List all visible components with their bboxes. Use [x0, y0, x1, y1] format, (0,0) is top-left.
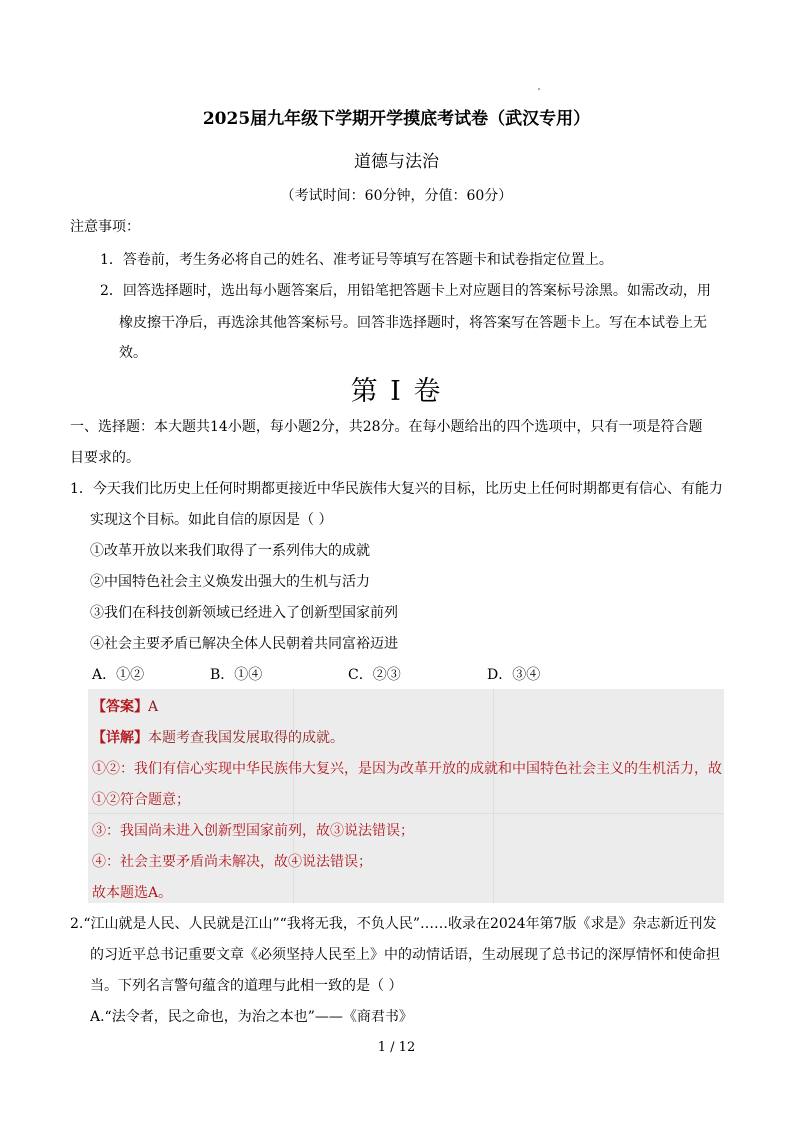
- answer-label: 【答案】: [92, 699, 148, 715]
- exam-info: （考试时间：60分钟，分值：60分）: [280, 188, 513, 204]
- exam-title: 2025届九年级下学期开学摸底考试卷（武汉专用）: [202, 109, 591, 129]
- q1-option-c: C．②③: [348, 667, 401, 683]
- exam-subject: 道德与法治: [354, 152, 439, 172]
- q1-statement-2: ②中国特色社会主义焕发出强大的生机与活力: [90, 574, 370, 590]
- q2-stem-end: 当。下列名言警句蕴含的道理与此相一致的是（ ）: [90, 978, 403, 994]
- q2-stem: 2.“江山就是人民、人民就是江山”“我将无我，不负人民”……收录在2024年第7版《求是》杂志新近刊发: [70, 916, 717, 932]
- q2-stem-cont: 的习近平总书记重要文章《必须坚持人民至上》中的动情话语，生动展现了总书记的深厚情怀和使命担: [90, 947, 720, 963]
- q1-statement-4: ④社会主要矛盾已解决全体人民朝着共同富裕迈进: [90, 636, 398, 652]
- q1-detail: [92, 727, 344, 747]
- notice-label: 注意事项：: [70, 219, 140, 235]
- q2-option-a: A.“法令者，民之命也，为治之本也”——《商君书》: [90, 1009, 413, 1025]
- answer-value: A: [148, 699, 159, 715]
- q1-statement-3: ③我们在科技创新领域已经进入了创新型国家前列: [90, 605, 398, 621]
- page-number: 1 / 12: [377, 1040, 416, 1055]
- q1-analysis-2: ③：我国尚未进入创新型国家前列，故③说法错误；: [92, 823, 414, 839]
- volume-title: 第 I 卷: [350, 376, 443, 407]
- q1-analysis-1: ①②：我们有信心实现中华民族伟大复兴，是因为改革开放的成就和中国特色社会主义的生机活力，故: [92, 761, 722, 777]
- notice-item-2-cont: 橡皮擦干净后，再选涂其他答案标号。回答非选择题时，将答案写在答题卡上。写在本试卷上无: [119, 315, 707, 331]
- detail-text: 本题考查我国发展取得的成就。: [148, 730, 344, 746]
- q1-conclusion: 故本题选A。: [92, 885, 173, 901]
- section-instructions: 一、选择题：本大题共14小题，每小题2分，共28分。在每小题给出的四个选项中，只有一项是符合题: [70, 419, 703, 435]
- q1-stem: 1．今天我们比历史上任何时期都更接近中华民族伟大复兴的目标，比历史上任何时期都更有信心、有能力: [70, 481, 723, 497]
- notice-item-1: 1．答卷前，考生务必将自己的姓名、准考证号等填写在答题卡和试卷指定位置上。: [100, 252, 613, 268]
- q1-stem-cont: 实现这个目标。如此自信的原因是（ ）: [90, 512, 333, 528]
- q1-analysis-3: ④：社会主要矛盾尚未解决，故④说法错误；: [92, 854, 372, 870]
- notice-item-2: 2．回答选择题时，选出每小题答案后，用铅笔把答题卡上对应题目的答案标号涂黑。如需改动，用: [100, 283, 711, 299]
- scan-dot: [538, 88, 540, 90]
- detail-label: 【详解】: [92, 730, 148, 746]
- section-instructions-end: 目要求的。: [70, 450, 140, 466]
- q1-answer: [92, 696, 158, 716]
- notice-item-2-end: 效。: [119, 345, 147, 361]
- q1-statement-1: ①改革开放以来我们取得了一系列伟大的成就: [90, 543, 370, 559]
- q1-analysis-1-cont: ①②符合题意；: [92, 792, 190, 808]
- q1-option-d: D．③④: [487, 667, 541, 683]
- q1-option-b: B．①④: [210, 667, 263, 683]
- q1-option-a: A．①②: [92, 667, 145, 683]
